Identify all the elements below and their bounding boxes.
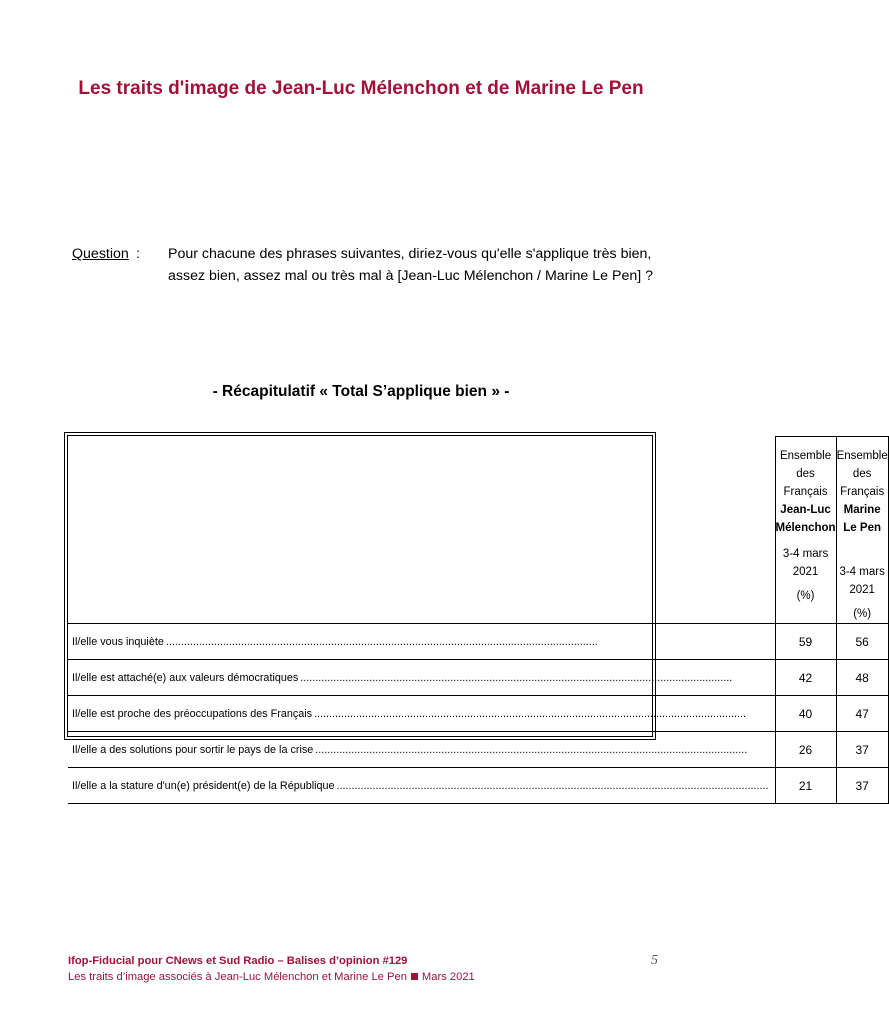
header-line1: Ensemble des	[779, 450, 832, 480]
header-melenchon	[775, 437, 836, 624]
leader-dots	[337, 780, 769, 792]
table-header-row	[68, 437, 888, 624]
value-melenchon: 59	[775, 624, 836, 660]
table-row	[68, 768, 888, 804]
header-name-line2: Mélenchon	[775, 522, 836, 534]
header-blank-cell	[68, 437, 775, 624]
page-title: Les traits d'image de Jean-Luc Mélenchon et de Marine Le Pen	[78, 78, 644, 99]
footer-subtitle	[68, 969, 658, 985]
leader-dots	[315, 744, 768, 756]
value-melenchon: 21	[775, 768, 836, 804]
header-line2: Français	[840, 486, 885, 498]
header-name-line1: Jean-Luc	[780, 504, 831, 516]
page-footer	[68, 953, 658, 985]
row-label: Il/elle vous inquiète	[72, 635, 164, 648]
value-le-pen: 56	[836, 624, 888, 660]
footer-subject: Les traits d’image associés à Jean-Luc Mélenchon et Marine Le Pen	[68, 971, 407, 983]
header-line1: Ensemble des	[836, 450, 888, 480]
question-colon: :	[136, 246, 140, 262]
question-text: Pour chacune des phrases suivantes, diriez-vous qu'elle s'applique très bien, assez bien, assez mal ou très mal à [Jean-Luc Mélenchon / Marine Le Pen] ?	[168, 246, 653, 284]
header-date: 3-4 mars 2021	[782, 548, 829, 578]
footer-date: Mars 2021	[421, 971, 475, 983]
leader-dots	[300, 672, 768, 684]
square-bullet-icon	[411, 973, 418, 980]
leader-dots	[314, 708, 768, 720]
header-date: 3-4 mars 2021	[839, 566, 885, 596]
row-label: Il/elle a des solutions pour sortir le pays de la crise	[72, 743, 314, 756]
table-row	[68, 660, 888, 696]
row-label: Il/elle est attaché(e) aux valeurs démocratiques	[72, 671, 299, 684]
value-melenchon: 42	[775, 660, 836, 696]
value-le-pen: 47	[836, 696, 888, 732]
results-table-frame	[64, 432, 888, 793]
table-row	[68, 732, 888, 768]
value-melenchon: 26	[775, 732, 836, 768]
header-line2: Français	[783, 486, 828, 498]
header-unit: (%)	[853, 608, 872, 620]
results-table	[68, 436, 889, 804]
row-label: Il/elle est proche des préoccupations des Français	[72, 707, 313, 720]
header-name-line1: Marine Le Pen	[843, 504, 881, 534]
recap-title: - Récapitulatif « Total S’applique bien » -	[212, 383, 510, 400]
value-le-pen: 37	[836, 768, 888, 804]
value-le-pen: 48	[836, 660, 888, 696]
footer-source: Ifop-Fiducial pour CNews et Sud Radio – Balises d’opinion #129	[68, 955, 408, 967]
row-label: Il/elle a la stature d'un(e) président(e) de la République	[72, 779, 335, 792]
leader-dots	[166, 636, 769, 648]
table-row	[68, 624, 888, 660]
question-label: Question	[72, 246, 129, 262]
page-number: 5	[651, 953, 658, 968]
table-row	[68, 696, 888, 732]
value-le-pen: 37	[836, 732, 888, 768]
header-le-pen	[836, 437, 888, 624]
value-melenchon: 40	[775, 696, 836, 732]
header-unit: (%)	[796, 590, 815, 602]
